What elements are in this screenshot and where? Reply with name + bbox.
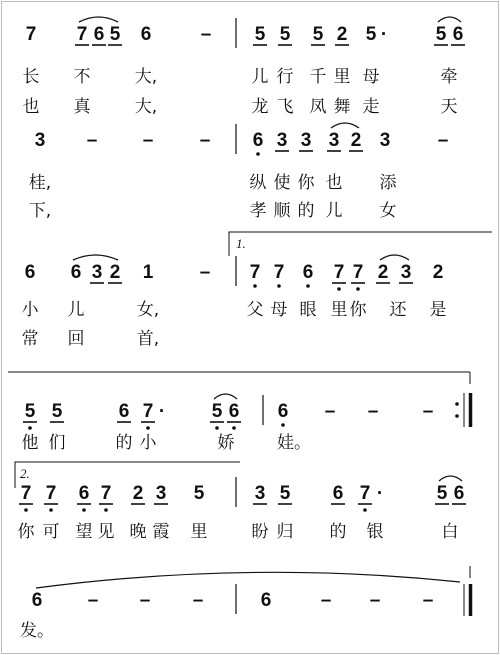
note: 6 [228,401,240,422]
note: 6 [260,590,272,611]
note: 6 [24,262,36,283]
note: 5 [211,401,223,422]
note: 5 [193,483,205,504]
lyric-char: 大, [134,67,158,87]
volta-1-label: 1. [236,236,246,251]
note: 2 [109,262,121,283]
lyric-char: 走 [362,97,380,117]
note: 6 [277,401,289,422]
low-octave-dot [356,287,360,291]
dash-extension: – [86,130,98,151]
slur [438,17,461,22]
lyric-char: 舞 [333,97,351,117]
lyric-char: 的 [329,522,347,542]
lyric-char: 使 [273,173,291,193]
dash-extension: – [139,590,151,611]
lyric-char: 里 [333,67,351,87]
low-octave-dot [337,287,341,291]
note: 6 [140,24,152,45]
note: 7 [359,483,371,504]
note: 6 [453,483,465,504]
lyric-char: 首, [136,329,160,349]
note: 6 [332,483,344,504]
note: 6 [452,24,464,45]
note: 5 [365,24,377,45]
note: 3 [379,130,391,151]
lyric-char: 见 [97,522,115,542]
note: 5 [254,24,266,45]
note: 5 [435,24,447,45]
note: 3 [328,130,340,151]
note: 2 [336,24,348,45]
lyric-char: 儿 [67,300,85,320]
lyric-char: 真 [73,97,91,117]
note: 2 [432,262,444,283]
lyric-char: 的 [115,433,133,453]
note: 7 [20,483,32,504]
note: 7 [76,24,88,45]
lyric-char: 天 [440,97,458,117]
note: 6 [302,262,314,283]
dash-extension: – [437,130,449,151]
lyric-char: 飞 [276,97,294,117]
dash-extension: – [199,262,211,283]
note: 7 [100,483,112,504]
note: 7 [142,401,154,422]
lyric-char: 还 [389,300,407,320]
note: 5 [24,401,36,422]
lyric-char: 添 [379,173,397,193]
lyric-char: 他 [21,433,39,453]
low-octave-dot [24,508,28,512]
lyric-char: 霞 [152,522,170,542]
final-barline [464,584,471,616]
note: 6 [252,130,264,151]
lyric-char: 白 [441,522,459,542]
lyric-char: 娇 [217,433,235,453]
lyric-char: 晚 [129,522,147,542]
note: 7 [45,483,57,504]
note: 6 [31,590,43,611]
note: 6 [78,483,90,504]
lyric-char: 望 [75,522,93,542]
low-octave-dot [281,423,285,427]
low-octave-dot [306,284,310,288]
lyric-char: 儿 [325,201,343,221]
lyric-char: 们 [48,433,66,453]
lyric-char: 女, [136,300,160,320]
lyric-char: 也 [325,173,343,193]
lyric-char: 下, [28,201,52,221]
lyric-char: 常 [21,329,39,349]
lyric-char: 女 [379,201,397,221]
dash-extension: – [199,130,211,151]
lyric-char: 长 [22,67,40,87]
note: 2 [377,262,389,283]
low-octave-dot [82,508,86,512]
dash-extension: – [142,130,154,151]
dash-extension: – [369,590,381,611]
note: 3 [34,130,46,151]
lyric-char: 桂, [28,173,52,193]
note: 6 [70,262,82,283]
lyric-char: 银 [366,522,384,542]
low-octave-dot [146,426,150,430]
slur [380,255,409,260]
lyric-char: 大, [134,97,158,117]
lyrics-layer [18,67,459,641]
low-octave-dot [28,426,32,430]
lyric-char: 你 [349,300,367,320]
note: 6 [118,401,130,422]
lyric-char: 你 [17,522,35,542]
note: 7 [352,262,364,283]
note: 7 [25,24,37,45]
note: 3 [91,262,103,283]
dash-extension: – [200,24,212,45]
low-octave-dot [215,426,219,430]
dash-extension: – [320,590,332,611]
slur [214,394,237,399]
note: 5 [279,483,291,504]
low-octave-dot [49,508,53,512]
lyric-char: 是 [429,300,447,320]
note: 3 [254,483,266,504]
lyric-char: 纵 [249,173,267,193]
volta-1-bracket [229,232,492,256]
note: 2 [350,130,362,151]
slur [79,17,118,22]
lyric-char: 牵 [440,67,458,87]
lyric-char: 的 [297,201,315,221]
note: 5 [436,483,448,504]
augmentation-dot: · [380,24,388,45]
lyric-char: 里 [330,300,348,320]
dash-extension: – [422,401,434,422]
lyric-char: 顺 [273,201,291,221]
note: 7 [333,262,345,283]
lyric-char: 母 [362,67,380,87]
lyric-char: 龙 [251,97,269,117]
lyric-char: 不 [73,67,91,87]
note: 7 [249,262,261,283]
dash-extension: – [324,401,336,422]
note: 1 [142,262,154,283]
lyric-char: 凤 [309,97,327,117]
lyric-char: 归 [276,522,294,542]
lyric-char: 可 [42,522,60,542]
slur [439,476,462,481]
low-octave-dot [104,508,108,512]
low-octave-dot [277,284,281,288]
note: 3 [300,130,312,151]
note: 3 [155,483,167,504]
note: 5 [109,24,121,45]
lyric-char: 千 [309,67,327,87]
lyric-char: 娃。 [277,433,311,453]
lyric-char: 行 [276,67,294,87]
lyric-char: 盼 [251,522,269,542]
dash-extension: – [367,401,379,422]
lyric-char: 眼 [299,300,317,320]
lyric-char: 小 [21,300,39,320]
lyric-char: 你 [297,173,315,193]
low-octave-dot [256,152,260,156]
note: 5 [51,401,63,422]
tie-arc [36,572,460,588]
note: 2 [132,483,144,504]
low-octave-dot [363,508,367,512]
augmentation-dot: · [376,483,384,504]
lyric-char: 里 [190,522,208,542]
lyric-char: 母 [270,300,288,320]
dash-extension: – [87,590,99,611]
lyric-char: 父 [246,300,264,320]
low-octave-dot [232,426,236,430]
slur [73,255,118,260]
lyric-char: 回 [67,329,85,349]
note: 7 [273,262,285,283]
dash-extension: – [192,590,204,611]
note: 6 [93,24,105,45]
lyric-char: 也 [22,97,40,117]
lyric-char: 儿 [251,67,269,87]
note: 3 [400,262,412,283]
augmentation-dot: · [158,401,166,422]
lyric-char: 小 [139,433,157,453]
note: 5 [279,24,291,45]
dash-extension: – [422,590,434,611]
lyric-char: 孝 [249,201,267,221]
lyric-char: 发。 [20,621,54,641]
repeat-end-barline [455,393,470,427]
note: 3 [276,130,288,151]
slur [331,123,359,128]
volta-2-label: 2. [20,466,30,481]
note: 5 [312,24,324,45]
low-octave-dot [253,284,257,288]
